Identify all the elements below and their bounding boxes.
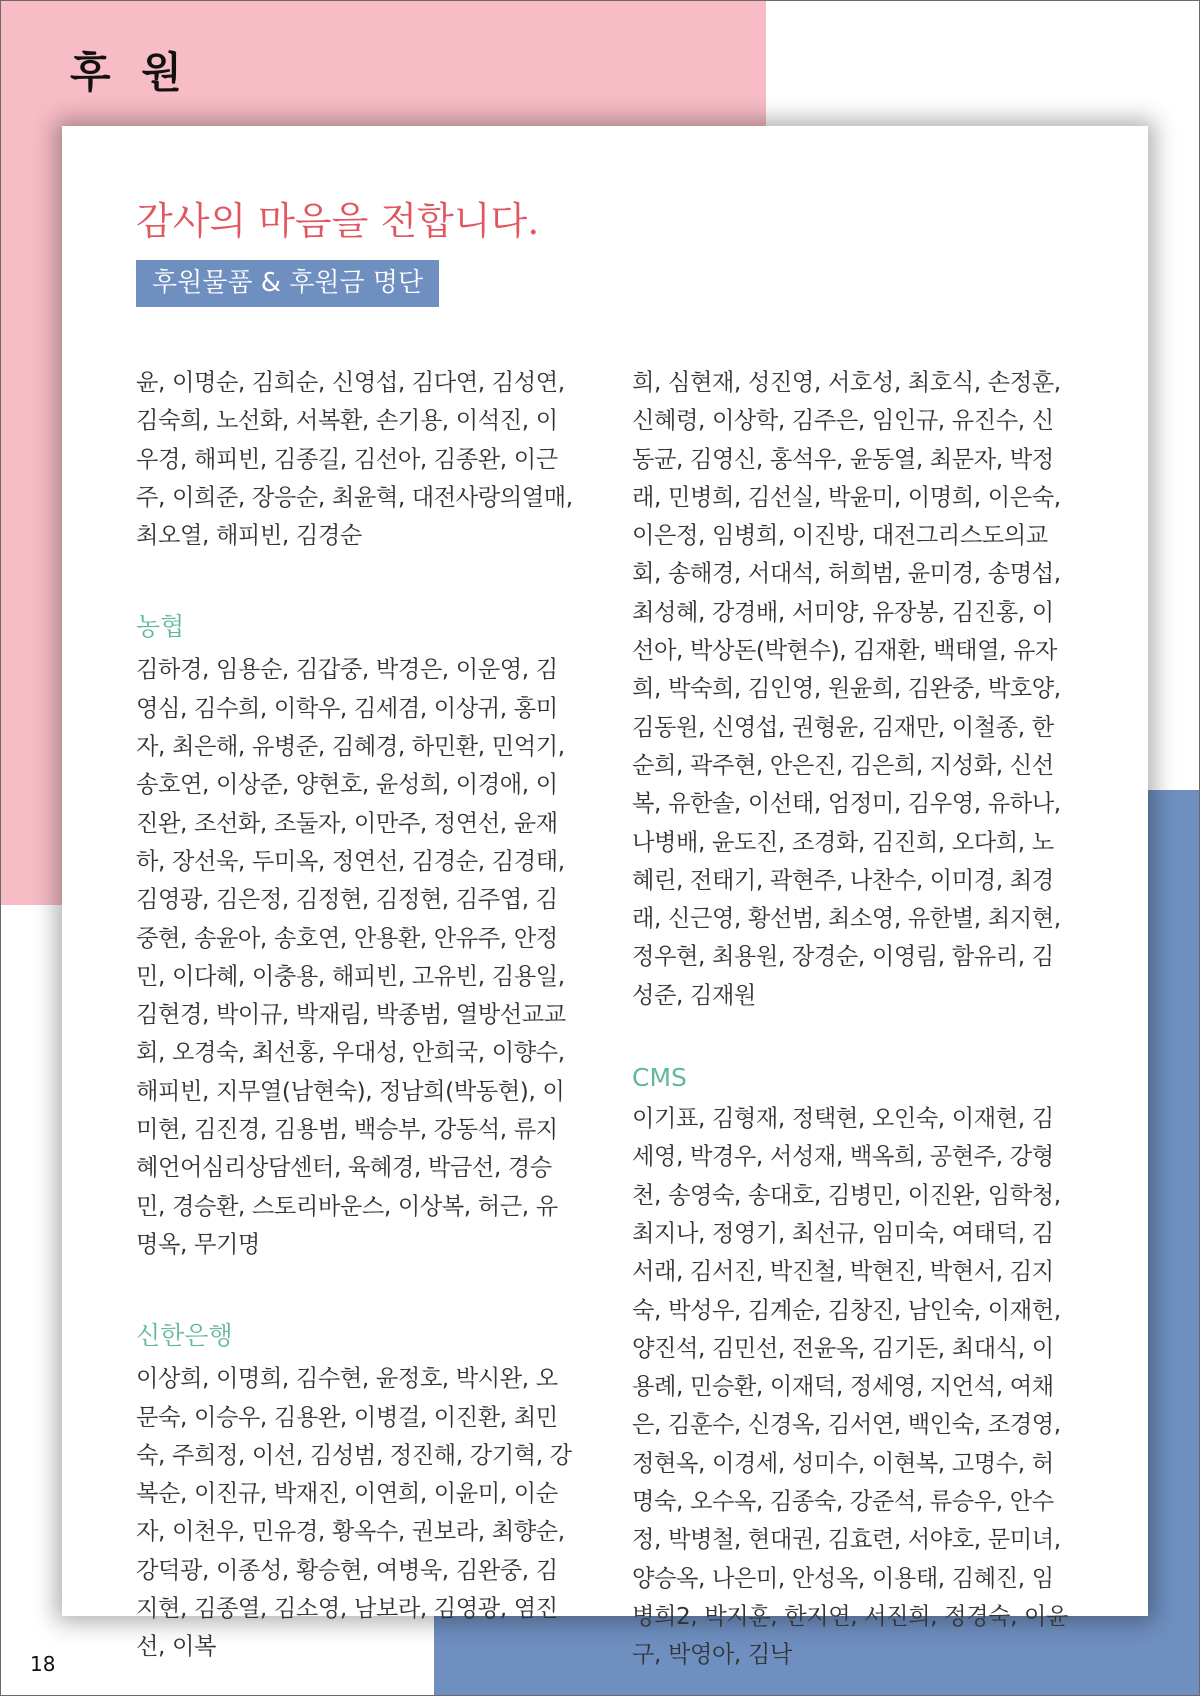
cms-donor-names: 이기표, 김형재, 정택현, 오인숙, 이재현, 김세영, 박경우, 서성재, 백옥희, 공현주, 강형천, 송영숙, 송대호, 김병민, 이진완, 임학청, 최지나, 정영기, 최선규, 임미숙, 여태덕, 김서래, 김서진, 박진철, 박현진, 박현서, 김지숙, 박성우, 김계순, 김창진, 남인숙, 이재헌, 양진석, 김민선, 전윤옥, 김기돈, 최대식, 이용례, 민승환, 이재덕, 정세영, 지언석, 여채은, 김훈수, 신경옥, 김서연, 백인숙, 조경영, 정현옥, 이경세, 성미수, 이현복, 고명수, 허명숙, 오수옥, 김종숙, 강준석, 류승우, 안수정, 박병철, 현대권, 김효련, 서야호, 문미녀, 양승옥, 나은미, 안성옥, 이용태, 김혜진, 임병희2, 박지훈, 한지연, 서진희, 정경숙, 이윤구, 박영아, 김낙 xyxy=(632,1105,1069,1669)
headline: 감사의 마음을 전합니다. xyxy=(136,199,540,243)
page-number: 18 xyxy=(30,1652,56,1676)
nonghyup-donor-names: 김하경, 임용순, 김갑중, 박경은, 이운영, 김영심, 김수희, 이학우, 김세겸, 이상귀, 홍미자, 최은해, 유병준, 김혜경, 하민환, 민억기, 송호연, 이상준, 양현호, 윤성희, 이경애, 이진완, 조선화, 조둘자, 이만주, 정연선, 윤재하, 장선욱, 두미옥, 정연선, 김경순, 김경태, 김영광, 김은정, 김정현, 김정현, 김주엽, 김중현, 송윤아, 송호연, 안용환, 안유주, 안정민, 이다혜, 이충용, 해피빈, 고유빈, 김용일, 김현경, 박이규, 박재림, 박종범, 열방선교교회, 오경숙, 최선홍, 우대성, 안희국, 이향수, 해피빈, 지무열(남현숙), 정남희(박동현), 이미현, 김진경, 김용범, 백승부, 강동석, 류지혜언어심리상담센터, 육혜경, 박금선, 경승민, 경승환, 스토리바운스, 이상복, 허근, 유명옥, 무기명 xyxy=(136,656,566,1258)
continued-donor-names: 희, 심현재, 성진영, 서호성, 최호식, 손정훈, 신혜령, 이상학, 김주은, 임인규, 유진수, 신동균, 김영신, 홍석우, 윤동열, 최문자, 박정래, 민병희, 김선실, 박윤미, 이명희, 이은숙, 이은정, 임병희, 이진방, 대전그리스도의교회, 송해경, 서대석, 허희범, 윤미경, 송명섭, 최성혜, 강경배, 서미양, 유장봉, 김진홍, 이선아, 박상돈(박현수), 김재환, 백태열, 유자희, 박숙희, 김인영, 원윤희, 김완중, 박호양, 김동원, 신영섭, 권형윤, 김재만, 이철종, 한순희, 곽주현, 안은진, 김은희, 지성화, 신선복, 유한솔, 이선태, 엄정미, 김우영, 유하나, 나병배, 윤도진, 조경화, 김진희, 오다희, 노혜린, 전태기, 곽현주, 나찬수, 이미경, 최경래, 신근영, 황선범, 최소영, 유한별, 최지현, 정우현, 최용원, 장경순, 이영림, 함유리, 김성준, 김재원 xyxy=(632,369,1061,1009)
page-title: 후 원 xyxy=(70,48,190,97)
section-heading-cms: CMS xyxy=(632,1063,687,1093)
section-heading-nonghyup: 농협 xyxy=(136,612,185,642)
section-heading-shinhan-bank: 신한은행 xyxy=(136,1321,233,1351)
subtitle-badge: 후원물품 & 후원금 명단 xyxy=(136,260,439,307)
left-column xyxy=(136,364,576,1667)
intro-donor-names: 윤, 이명순, 김희순, 신영섭, 김다연, 김성연, 김숙희, 노선화, 서복환, 손기용, 이석진, 이우경, 해피빈, 김종길, 김선아, 김종완, 이근주, 이희준, 장응순, 최윤혁, 대전사랑의열매, 최오열, 해피빈, 김경순 xyxy=(136,369,573,550)
shinhan-donor-names: 이상희, 이명희, 김수현, 윤정호, 박시완, 오문숙, 이승우, 김용완, 이병걸, 이진환, 최민숙, 주희정, 이선, 김성범, 정진해, 강기혁, 강복순, 이진규, 박재진, 이연희, 이윤미, 이순자, 이천우, 민유경, 황옥수, 권보라, 최향순, 강덕광, 이종성, 황승현, 여병욱, 김완중, 김지현, 김종열, 김소영, 남보라, 김영광, 염진선, 이복 xyxy=(136,1365,572,1661)
donor-list-card xyxy=(62,126,1148,1669)
right-column xyxy=(632,364,1072,1675)
